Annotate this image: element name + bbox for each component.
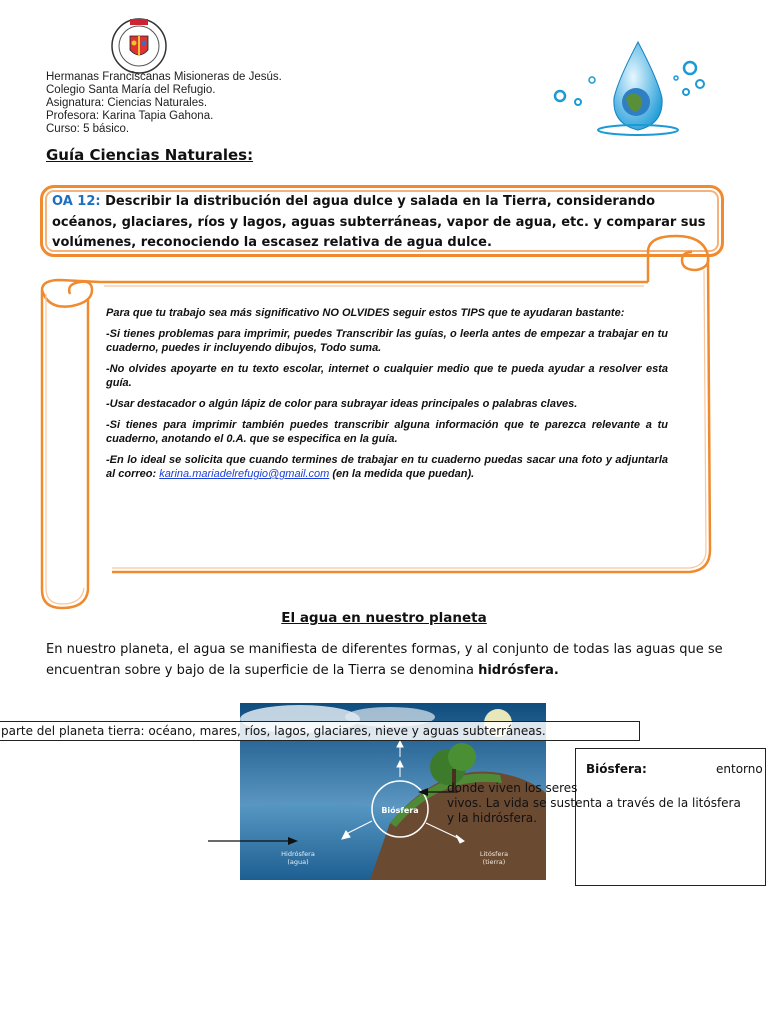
school-crest-logo <box>110 16 168 76</box>
biosfera-line: y la hidrósfera. <box>447 811 537 825</box>
school-line-course: Curso: 5 básico. <box>46 123 130 135</box>
school-line-teacher: Profesora: Karina Tapia Gahona. <box>46 110 214 122</box>
diagram-label-biosfera: Biósfera <box>381 806 419 815</box>
guide-title: Guía Ciencias Naturales: <box>46 146 254 164</box>
objective-label: OA 12: <box>52 194 101 209</box>
arrow-left-icon <box>418 782 458 802</box>
biosfera-line: vivos. La vida se sustenta a través de la litósfera <box>447 796 741 810</box>
water-drop-earth-logo <box>540 40 710 140</box>
teacher-email-link[interactable]: karina.mariadelrefugio@gmail.com <box>159 468 330 480</box>
tip-item: -Usar destacador o algún lápiz de color para subrayar ideas principales o palabras claves. <box>106 398 578 410</box>
biosfera-definition-text <box>447 781 768 826</box>
tips-intro: Para que tu trabajo sea más significativo NO OLVIDES seguir estos TIPS que te ayudaran bastante: <box>106 307 625 319</box>
biosfera-word: entorno <box>716 762 763 776</box>
school-line-subject: Asignatura: Ciencias Naturales. <box>46 97 208 109</box>
diagram-label-litosfera-sub: (tierra) <box>482 858 506 866</box>
objective-description: Describir la distribución del agua dulce y salada en la Tierra, considerando océanos, glaciares, ríos y lagos, aguas subterráneas, vapor de agua, etc. y comparar sus volúmenes, reconociendo la escasez relativa de agua dulce. <box>52 194 706 250</box>
diagram-label-litosfera: Litósfera <box>479 850 509 858</box>
tip-item: -Si tienes problemas para imprimir, puedes Transcribir las guías, o leerla antes de empezar a trabajar en tu cuaderno, puedes ir incluyendo dibujos, Todo suma. <box>106 328 668 354</box>
tip-email-after: (en la medida que puedan). <box>329 468 475 480</box>
school-line-college: Colegio Santa María del Refugio. <box>46 84 216 96</box>
section-intro-paragraph <box>46 640 726 681</box>
intro-keyword: hidrósfera. <box>478 662 559 678</box>
tip-item: -No olvides apoyarte en tu texto escolar, internet o cualquier medio que te pueda ayudar a resolver esta guía. <box>106 363 668 389</box>
school-line-congregation: Hermanas Franciscanas Misioneras de Jesús. <box>46 71 282 83</box>
diagram-caption-box: parte del planeta tierra: océano, mares, ríos, lagos, glaciares, nieve y aguas subterráneas. <box>0 721 640 741</box>
diagram-label-hidrosfera: Hidrósfera <box>281 850 315 858</box>
arrow-right-icon <box>208 836 298 846</box>
diagram-label-hidrosfera-sub: (agua) <box>287 858 309 866</box>
tip-item-email <box>106 453 668 481</box>
tips-text-block <box>106 306 668 488</box>
biosfera-line: donde viven los seres <box>447 781 578 795</box>
section-title: El agua en nuestro planeta <box>281 610 487 626</box>
tip-email-before: -En lo ideal se solicita que cuando termines de trabajar en tu cuaderno puedas sacar una foto y adjuntarla al correo: <box>106 454 668 480</box>
tip-item: -Si tienes para imprimir también puedes transcribir alguna información que te parezca relevante a tu cuaderno, anotando el 0.A. que se especifica en la guía. <box>106 419 668 445</box>
intro-text: En nuestro planeta, el agua se manifiesta de diferentes formas, y al conjunto de todas las aguas que se encuentran sobre y bajo de la superficie de la Tierra se denomina <box>46 642 723 678</box>
biosfera-title: Biósfera: <box>586 762 647 776</box>
